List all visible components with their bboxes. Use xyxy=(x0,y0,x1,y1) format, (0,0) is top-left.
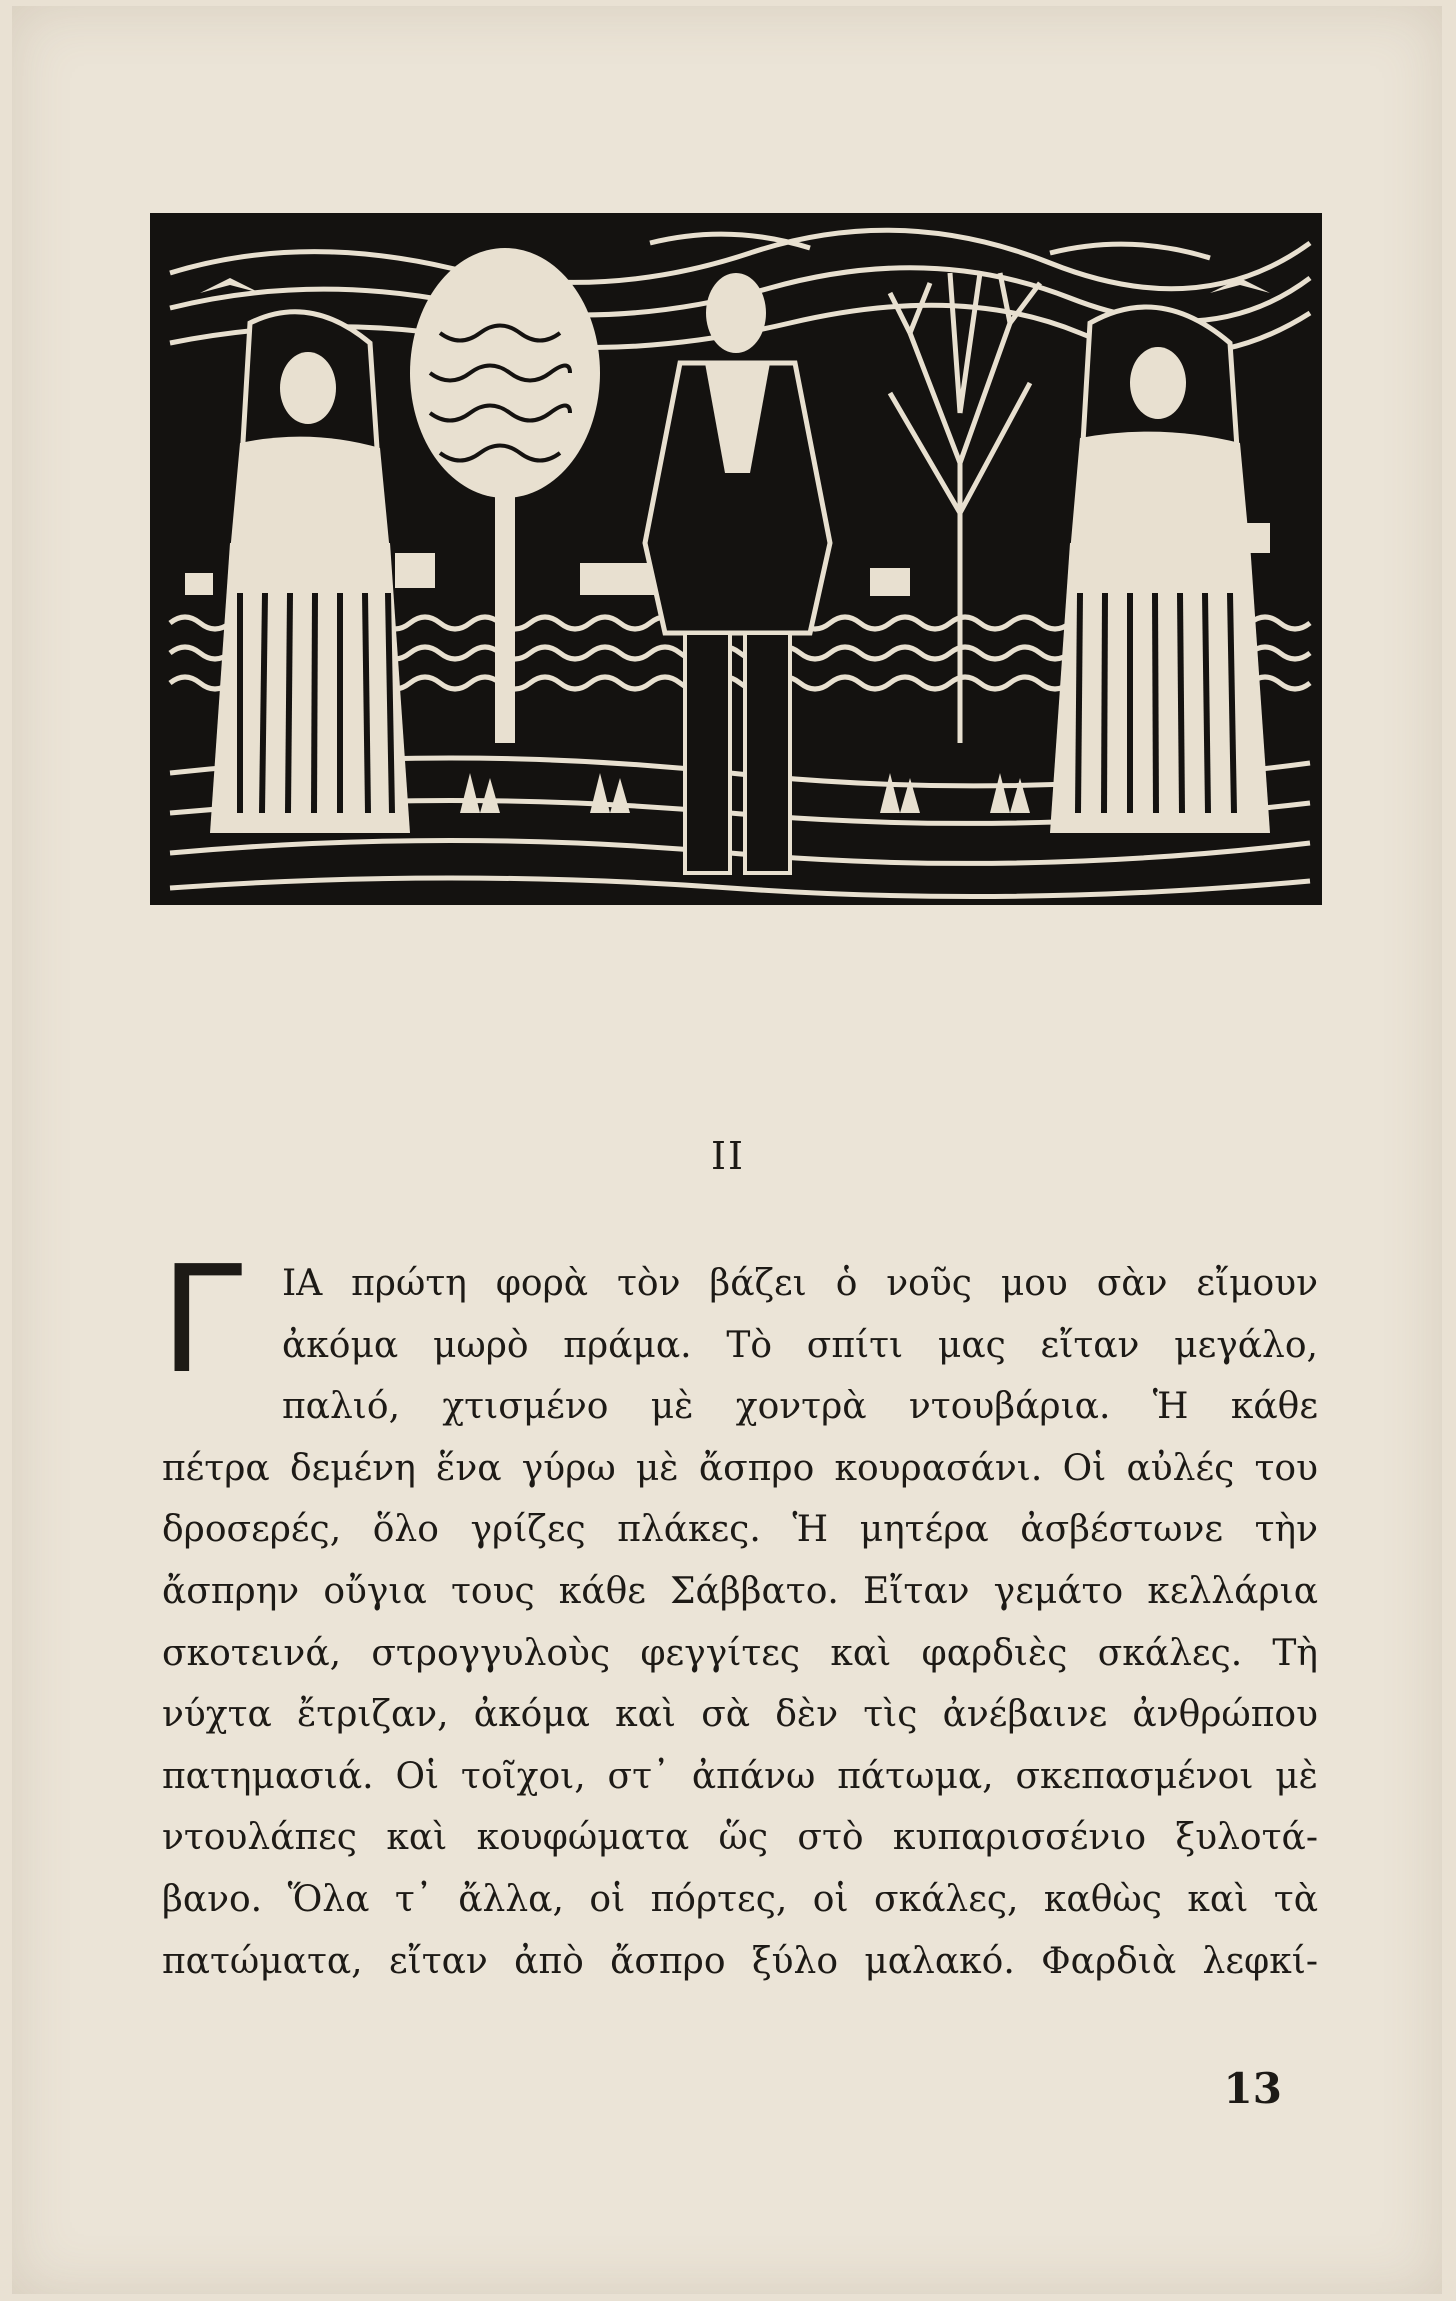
text-line: πατημασιά. Οἱ τοῖχοι, στ᾽ ἀπάνω πάτωμα, σκεπασμένοι μὲ xyxy=(162,1755,1318,1797)
text-line: παλιό, χτισμένο μὲ χοντρὰ ντουβάρια. Ἡ κάθε xyxy=(282,1386,1318,1428)
body-text xyxy=(160,1234,1318,1992)
text-line: σκοτεινά, στρογγυλοὺς φεγγίτες καὶ φαρδιὲς σκάλες. Τὴ xyxy=(162,1632,1318,1674)
text-line: ἀκόμα μωρὸ πράμα. Τὸ σπίτι μας εἴταν μεγάλο, xyxy=(282,1324,1318,1366)
text-line: ΙΑ πρώτη φορὰ τὸν βάζει ὁ νοῦς μου σὰν εἴμουν xyxy=(282,1263,1318,1304)
chapter-number: II xyxy=(710,1134,746,1178)
page-number: 13 xyxy=(1223,2064,1282,2113)
text-line: ἄσπρην οὔγια τους κάθε Σάββατο. Εἴταν γεμάτο κελλάρια xyxy=(162,1570,1318,1612)
woodcut-drawing xyxy=(150,213,1322,905)
drop-cap: Γ xyxy=(160,1234,243,1406)
text-line: δροσερές, ὅλο γρίζες πλάκες. Ἡ μητέρα ἀσβέστωνε τὴν xyxy=(162,1509,1318,1551)
text-line: πέτρα δεμένη ἕνα γύρω μὲ ἄσπρο κουρασάνι. Οἱ αὐλές του xyxy=(162,1447,1318,1489)
book-page xyxy=(12,6,1442,2294)
text-line: νύχτα ἔτριζαν, ἀκόμα καὶ σὰ δὲν τὶς ἀνέβαινε ἀνθρώπου xyxy=(162,1694,1318,1736)
text-line: πατώματα, εἴταν ἀπὸ ἄσπρο ξύλο μαλακό. Φαρδιὰ λεφκί- xyxy=(162,1940,1318,1982)
text-line: βανο. Ὅλα τ᾽ ἄλλα, οἱ πόρτες, οἱ σκάλες, καθὼς καὶ τὰ xyxy=(162,1878,1318,1920)
text-line: ντουλάπες καὶ κουφώματα ὥς στὸ κυπαρισσένιο ξυλοτά- xyxy=(162,1817,1318,1859)
woodcut-illustration xyxy=(150,213,1322,905)
